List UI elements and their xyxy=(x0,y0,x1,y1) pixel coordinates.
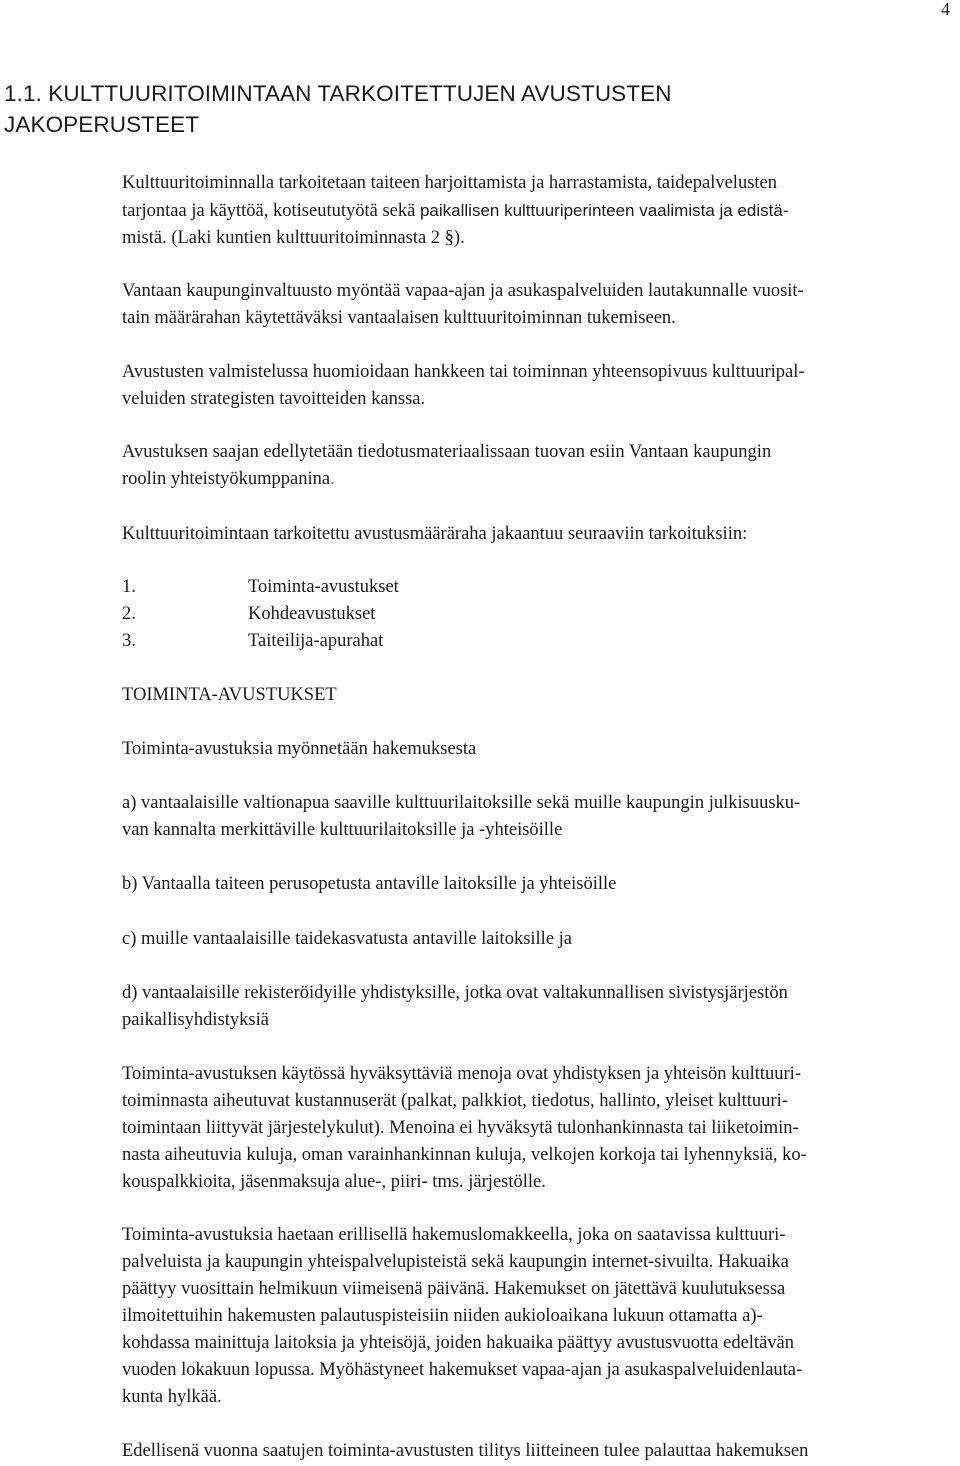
text-line: Toiminta-avustuksia haetaan erillisellä hakemuslomakkeella, joka on saatavissa kulttuuri- xyxy=(122,1225,786,1245)
paragraph-definition xyxy=(122,170,952,252)
text-line: mistä. (Laki kuntien kulttuuritoiminnasta 2 §). xyxy=(122,228,465,248)
text-span: paikallisen kulttuuriperinteen vaalimista ja edistä- xyxy=(419,201,789,220)
list-item-d xyxy=(122,980,952,1034)
page-number: 4 xyxy=(941,0,950,19)
list-item-b: b) Vantaalla taiteen perusopetusta antaville laitoksille ja yhteisöille xyxy=(122,874,617,894)
text-span: roolin yhteistyökumppanina xyxy=(122,469,331,489)
text-line: Toiminta-avustuksen käytössä hyväksyttäviä menoja ovat yhdistyksen ja yhteisön kulttuuri- xyxy=(122,1064,801,1084)
list-number: 3. xyxy=(122,631,136,651)
text-line: kouspalkkioita, jäsenmaksuja alue-, piiri- tms. järjestölle. xyxy=(122,1172,546,1192)
text-line: toiminnasta aiheutuvat kustannuserät (palkat, palkkiot, tiedotus, hallinto, yleiset kulttuuri- xyxy=(122,1091,788,1111)
text-span: . xyxy=(330,469,335,489)
text-line: Avustuksen saajan edellytetään tiedotusmateriaalissaan tuovan esiin Vantaan kaupungin xyxy=(122,442,772,462)
list-label: Taiteilija-apurahat xyxy=(248,631,384,651)
text-line: nasta aiheutuvia kuluja, oman varainhankinnan kuluja, velkojen korkoja tai lyhennyksiä, ko- xyxy=(122,1145,807,1165)
section-heading-line2: JAKOPERUSTEET xyxy=(4,112,200,137)
list-label: Kohdeavustukset xyxy=(248,604,376,624)
paragraph-allocation xyxy=(122,521,952,548)
text-line: Avustusten valmistelussa huomioidaan hankkeen tai toiminnan yhteensopivuus kulttuuripal- xyxy=(122,362,805,382)
text-line: päättyy vuosittain helmikuun viimeisenä päivänä. Hakemukset on jätettävä kuulutuksessa xyxy=(122,1279,786,1299)
text-line: palveluista ja kaupungin yhteispalvelupisteistä sekä kaupungin internet-sivuilta. Hakuaika xyxy=(122,1252,789,1272)
text-line xyxy=(122,466,952,493)
text-line: kunta hylkää. xyxy=(122,1387,222,1407)
subheading-toiminta-avustukset: TOIMINTA-AVUSTUKSET xyxy=(122,685,337,705)
text-line: van kannalta merkittäville kulttuurilaitoksille ja -yhteisöille xyxy=(122,820,563,840)
paragraph-strategy xyxy=(122,359,952,413)
list-number: 2. xyxy=(122,604,136,624)
text-line: Kulttuuritoiminnalla tarkoitetaan taiteen harjoittamista ja harrastamista, taidepalvelusten xyxy=(122,173,777,193)
text-line: Kulttuuritoimintaan tarkoitettu avustusmääräraha jakaantuu seuraaviin tarkoituksiin: xyxy=(122,524,748,544)
paragraph-partnership xyxy=(122,439,952,493)
text-line: ilmoitettuihin hakemusten palautuspisteisiin niiden aukioloaikana lukuun ottamatta a)- xyxy=(122,1306,763,1326)
text-span: tarjontaa ja käyttöä, kotiseututyötä sekä xyxy=(122,201,420,221)
text-line: vuoden lokakuun lopussa. Myöhästyneet hakemukset vapaa-ajan ja asukaspalveluidenlauta- xyxy=(122,1360,803,1380)
text-line: a) vantaalaisille valtionapua saaville kulttuurilaitoksille sekä muille kaupungin julkisuusku- xyxy=(122,793,801,813)
text-line: toimintaan liittyvät järjestelykulut). Menoina ei hyväksytä tulonhankinnasta tai liiketoimin- xyxy=(122,1118,799,1138)
text-line: kohdassa mainittuja laitoksia ja yhteisöjä, joiden hakuaika päättyy avustusvuotta edeltävän xyxy=(122,1333,794,1353)
paragraph-budget xyxy=(122,278,952,332)
paragraph-last-line: Edellisenä vuonna saatujen toiminta-avustusten tilitys liitteineen tulee palauttaa hakemuksen xyxy=(122,1441,809,1461)
list-number: 1. xyxy=(122,577,136,597)
text-line xyxy=(122,197,952,225)
text-line: d) vantaalaisille rekisteröidyille yhdistyksille, jotka ovat valtakunnallisen sivistysjärjestön xyxy=(122,983,788,1003)
list-item-c: c) muille vantaalaisille taidekasvatusta antaville laitoksille ja xyxy=(122,929,573,949)
text-line: tain määrärahan käytettäväksi vantaalaisen kulttuuritoiminnan tukemiseen. xyxy=(122,308,676,328)
text-line: Vantaan kaupunginvaltuusto myöntää vapaa-ajan ja asukaspalveluiden lautakunnalle vuosit- xyxy=(122,281,804,301)
text-line: veluiden strategisten tavoitteiden kanssa. xyxy=(122,389,426,409)
section-heading xyxy=(4,78,904,140)
paragraph-costs xyxy=(122,1061,952,1196)
list-label: Toiminta-avustukset xyxy=(248,577,399,597)
paragraph-intro: Toiminta-avustuksia myönnetään hakemuksesta xyxy=(122,739,477,759)
list-item-a xyxy=(122,790,952,844)
paragraph-application xyxy=(122,1222,952,1411)
section-heading-line1: 1.1. KULTTUURITOIMINTAAN TARKOITETTUJEN AVUSTUSTEN xyxy=(4,81,672,106)
text-line: paikallisyhdistyksiä xyxy=(122,1010,269,1030)
